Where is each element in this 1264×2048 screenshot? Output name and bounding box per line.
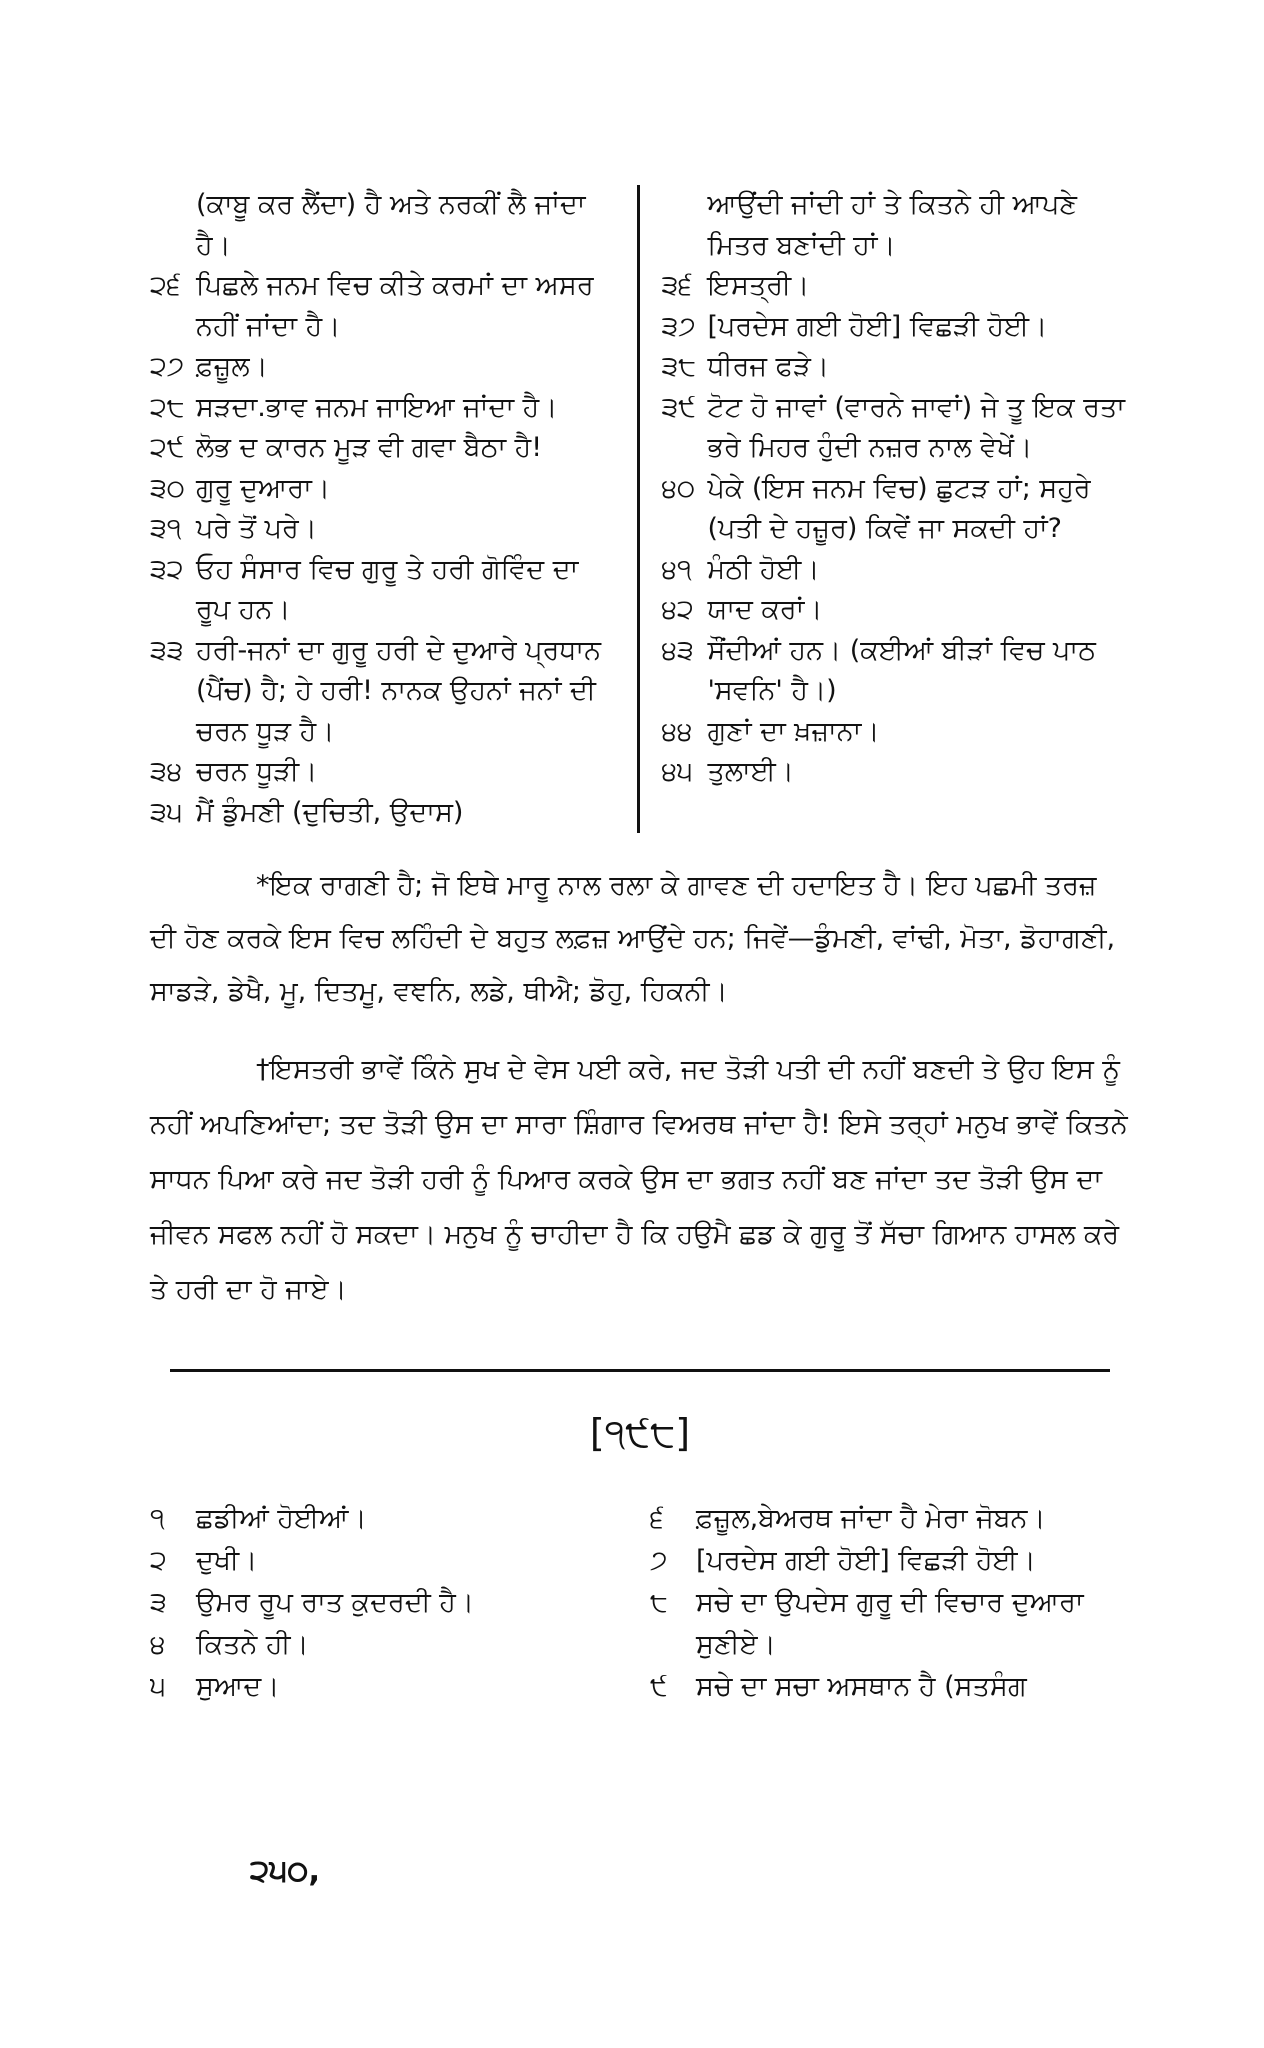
entry-number: ੨੯ — [150, 432, 185, 463]
entry-number: ੩੨ — [150, 553, 184, 585]
entry-text: ਸਚੇ ਦਾ ਸਚਾ ਅਸਥਾਨ ਹੈ (ਸਤਸੰਗ — [696, 1671, 1027, 1702]
entry-text: ਓਹ ਸੰਸਾਰ ਵਿਚ ਗੁਰੂ ਤੇ ਹਰੀ ਗੋਵਿੰਦ ਦਾ ਰੂਪ ਹਨ। — [196, 553, 579, 625]
bottom-glossary — [150, 1498, 1130, 1708]
entry-number: ੯ — [650, 1671, 668, 1702]
entry-text: ਚਰਨ ਧੂੜੀ। — [196, 756, 318, 787]
entry-text: ਛਡੀਆਂ ਹੋਈਆਂ। — [196, 1503, 367, 1534]
footnote-dagger — [150, 1042, 1130, 1317]
gloss-entry — [150, 1624, 650, 1666]
gloss-entry — [662, 388, 1131, 469]
bottom-right-column — [650, 1498, 1120, 1708]
gloss-entry — [150, 266, 619, 347]
gloss-entry — [150, 1582, 650, 1624]
entry-text: (ਕਾਬੂ ਕਰ ਲੈਂਦਾ) ਹੈ ਅਤੇ ਨਰਕੀਂ ਲੈ ਜਾਂਦਾ ਹੈ। — [196, 189, 586, 261]
footnote-star-text: *ਇਕ ਰਾਗਣੀ ਹੈ; ਜੋ ਇਥੇ ਮਾਰੂ ਨਾਲ ਰਲਾ ਕੇ ਗਾਵਣ ਦੀ ਹਦਾਇਤ ਹੈ। ਇਹ ਪਛਮੀ ਤਰਜ਼ ਦੀ ਹੋਣ ਕਰਕੇ ਇਸ ਵਿਚ ਲਹਿੰਦੀ ਦੇ ਬਹੁਤ ਲਫ਼ਜ਼ ਆਉਂਦੇ ਹਨ; ਜਿਵੇਂ—ਡੁੰਮਣੀ, ਵਾਂਢੀ, ਮੋਤਾ, ਡੋਹਾਗਣੀ, ਸਾਡੜੇ, ਡੇਖੈ, ਮੂ, ਦਿਤਮੂ, ਵਞਨਿ, ਲਡੇ, ਥੀਐ; ਡੋਹੁ, ਹਿਕਨੀ। — [150, 870, 1116, 1007]
entry-number: ੩੦ — [150, 472, 185, 504]
entry-text: ਯਾਦ ਕਰਾਂ। — [707, 594, 823, 625]
entry-text: ਸਚੇ ਦਾ ਉਪਦੇਸ ਗੁਰੂ ਦੀ ਵਿਚਾਰ ਦੁਆਰਾ ਸੁਣੀਏ। — [696, 1587, 1084, 1660]
entry-number: ੪੫ — [661, 756, 693, 787]
gloss-entry — [150, 428, 619, 469]
gloss-entry — [662, 469, 1131, 550]
gloss-entry — [150, 469, 619, 510]
gloss-entry — [150, 1540, 650, 1582]
entry-text: ਲੋਭ ਦ ਕਾਰਨ ਮੂੜ ਵੀ ਗਵਾ ਬੈਠਾ ਹੈ! — [196, 432, 543, 463]
entry-text: ਪਿਛਲੇ ਜਨਮ ਵਿਚ ਕੀਤੇ ਕਰਮਾਂ ਦਾ ਅਸਰ ਨਹੀਂ ਜਾਂਦਾ ਹੈ। — [196, 270, 594, 342]
gloss-entry — [662, 185, 1131, 266]
gloss-entry — [662, 631, 1131, 712]
entry-text: ਇਸਤ੍ਰੀ। — [707, 270, 810, 301]
entry-number: ੪੨ — [661, 594, 694, 625]
entry-text: ਸੁਆਦ। — [196, 1671, 280, 1702]
gloss-entry — [150, 631, 619, 753]
gloss-entry — [662, 307, 1131, 348]
gloss-entry — [150, 1666, 650, 1708]
page-number: ੨੫੦, — [250, 1853, 321, 1889]
gloss-entry — [650, 1498, 1120, 1540]
entry-text: ਪਰੇ ਤੋਂ ਪਰੇ। — [196, 513, 317, 544]
entry-text: ਟੋਟ ਹੋ ਜਾਵਾਂ (ਵਾਰਨੇ ਜਾਵਾਂ) ਜੇ ਤੂ ਇਕ ਰਤਾ ਭਰੇ ਮਿਹਰ ਹੁੰਦੀ ਨਜ਼ਰ ਨਾਲ ਵੇਖੇਂ। — [707, 391, 1125, 463]
entry-number: ੨੮ — [150, 391, 185, 423]
entry-number: ੪੧ — [661, 553, 692, 585]
entry-text: ਆਉਂਦੀ ਜਾਂਦੀ ਹਾਂ ਤੇ ਕਿਤਨੇ ਹੀ ਆਪਣੇ ਮਿਤਰ ਬਣਾਂਦੀ ਹਾਂ। — [707, 189, 1078, 261]
entry-number: ੧ — [150, 1503, 165, 1534]
gloss-entry — [150, 752, 619, 793]
gloss-entry — [662, 590, 1131, 631]
entry-number: ੩੮ — [661, 351, 697, 382]
entry-text: ਗੁਰੂ ਦੁਆਰਾ। — [196, 472, 331, 504]
gloss-entry — [662, 550, 1131, 591]
entry-number: ੨ — [150, 1545, 167, 1576]
entry-number: ੩੫ — [150, 796, 183, 828]
section-divider — [170, 1369, 1110, 1372]
entry-number: ੩੬ — [661, 270, 693, 301]
entry-text: ਮੰਠੀ ਹੋਈ। — [707, 553, 820, 585]
entry-number: ੩੯ — [661, 391, 696, 423]
entry-number: ੩ — [150, 1587, 167, 1618]
gloss-entry — [662, 347, 1131, 388]
gloss-entry — [150, 388, 619, 429]
entry-text: ਮੈਂ ਡੁੰਮਣੀ (ਦੁਚਿਤੀ, ਉਦਾਸ) — [196, 796, 464, 828]
gloss-entry — [150, 185, 619, 266]
entry-text: ਸੜਦਾ.ਭਾਵ ਜਨਮ ਜਾਇਆ ਜਾਂਦਾ ਹੈ। — [196, 391, 558, 423]
entry-number: ੪੦ — [661, 472, 696, 504]
gloss-entry — [650, 1666, 1120, 1708]
top-glossary — [150, 185, 1130, 833]
entry-text: [ਪਰਦੇਸ ਗਈ ਹੋਈ] ਵਿਛੜੀ ਹੋਈ। — [707, 310, 1048, 342]
entry-text: ਫ਼ਜ਼ੂਲ। — [196, 351, 268, 382]
entry-number: ੨੭ — [150, 351, 185, 382]
gloss-entry — [150, 793, 619, 834]
gloss-entry — [150, 347, 619, 388]
entry-text: ਗੁਣਾਂ ਦਾ ਖ਼ਜ਼ਾਨਾ। — [707, 715, 880, 747]
entry-text: ਉਮਰ ਰੂਪ ਰਾਤ ਕੁਦਰਦੀ ਹੈ। — [196, 1587, 475, 1618]
gloss-entry — [150, 1498, 650, 1540]
gloss-entry — [650, 1582, 1120, 1666]
entry-text: ਦੁਖੀ। — [196, 1545, 258, 1576]
footnote-star — [150, 859, 1130, 1018]
entry-text: ਕਿਤਨੇ ਹੀ। — [196, 1629, 309, 1660]
entry-number: ੩੪ — [150, 756, 183, 787]
gloss-entry — [150, 550, 619, 631]
entry-text: ਸੌਂਦੀਆਂ ਹਨ। (ਕਈਆਂ ਬੀੜਾਂ ਵਿਚ ਪਾਠ 'ਸਵਨਿ' ਹੈ।) — [707, 634, 1096, 706]
gloss-entry — [662, 752, 1131, 793]
entry-number: ੮ — [650, 1587, 668, 1618]
entry-number: ੨੬ — [150, 270, 181, 301]
entry-text: ਹਰੀ-ਜਨਾਂ ਦਾ ਗੁਰੂ ਹਰੀ ਦੇ ਦੁਆਰੇ ਪ੍ਰਧਾਨ (ਪੈਂਚ) ਹੈ; ਹੇ ਹਰੀ! ਨਾਨਕ ਉਹਨਾਂ ਜਨਾਂ ਦੀ ਚਰਨ ਧੂੜ ਹੈ। — [196, 634, 602, 747]
section-number: [੧੯੮] — [589, 1411, 691, 1455]
gloss-entry — [650, 1540, 1120, 1582]
entry-text: ਫ਼ਜ਼ੂਲ,ਬੇਅਰਥ ਜਾਂਦਾ ਹੈ ਮੇਰਾ ਜੋਬਨ। — [696, 1503, 1046, 1534]
entry-number: ੫ — [150, 1671, 166, 1702]
top-right-column — [640, 185, 1131, 833]
entry-number: ੩੧ — [150, 513, 182, 544]
page — [150, 185, 1130, 1708]
entry-text: ਧੀਰਜ ਫੜੇ। — [707, 351, 830, 382]
entry-number: ੩੩ — [150, 634, 184, 666]
bottom-left-column — [150, 1498, 650, 1708]
entry-number: ੬ — [650, 1503, 664, 1534]
entry-number: ੩੭ — [661, 310, 696, 342]
entry-text: [ਪਰਦੇਸ ਗਈ ਹੋਈ] ਵਿਛੜੀ ਹੋਈ। — [696, 1545, 1036, 1576]
footnote-dagger-text: †ਇਸਤਰੀ ਭਾਵੇਂ ਕਿੰਨੇ ਸੁਖ ਦੇ ਵੇਸ ਪਈ ਕਰੇ, ਜਦ ਤੋੜੀ ਪਤੀ ਦੀ ਨਹੀਂ ਬਣਦੀ ਤੇ ਉਹ ਇਸ ਨੂੰ ਨਹੀਂ ਅਪਣਿਆਂਦਾ; ਤਦ ਤੋੜੀ ਉਸ ਦਾ ਸਾਰਾ ਸ਼ਿੰਗਾਰ ਵਿਅਰਥ ਜਾਂਦਾ ਹੈ! ਇਸੇ ਤਰ੍ਹਾਂ ਮਨੁਖ ਭਾਵੇਂ ਕਿਤਨੇ ਸਾਧਨ ਪਿਆ ਕਰੇ ਜਦ ਤੋੜੀ ਹਰੀ ਨੂੰ ਪਿਆਰ ਕਰਕੇ ਉਸ ਦਾ ਭਗਤ ਨਹੀਂ ਬਣ ਜਾਂਦਾ ਤਦ ਤੋੜੀ ਉਸ ਦਾ ਜੀਵਨ ਸਫਲ ਨਹੀਂ ਹੋ ਸਕਦਾ। ਮਨੁਖ ਨੂੰ ਚਾਹੀਦਾ ਹੈ ਕਿ ਹਉਮੈ ਛਡ ਕੇ ਗੁਰੂ ਤੋਂ ਸੱਚਾ ਗਿਆਨ ਹਾਸਲ ਕਰੇ ਤੇ ਹਰੀ ਦਾ ਹੋ ਜਾਏ। — [150, 1054, 1128, 1305]
entry-text: ਪੇਕੇ (ਇਸ ਜਨਮ ਵਿਚ) ਛੁਟੜ ਹਾਂ; ਸਹੁਰੇ (ਪਤੀ ਦੇ ਹਜ਼ੂਰ) ਕਿਵੇਂ ਜਾ ਸਕਦੀ ਹਾਂ? — [707, 472, 1091, 544]
gloss-entry — [662, 266, 1131, 307]
entry-number: ੪ — [150, 1629, 166, 1660]
entry-number: ੭ — [650, 1545, 668, 1576]
entry-number: ੪੪ — [661, 715, 693, 747]
gloss-entry — [662, 712, 1131, 753]
entry-text: ਤੁਲਾਈ। — [707, 756, 795, 787]
gloss-entry — [150, 509, 619, 550]
top-left-column — [150, 185, 640, 833]
entry-number: ੪੩ — [661, 634, 694, 666]
